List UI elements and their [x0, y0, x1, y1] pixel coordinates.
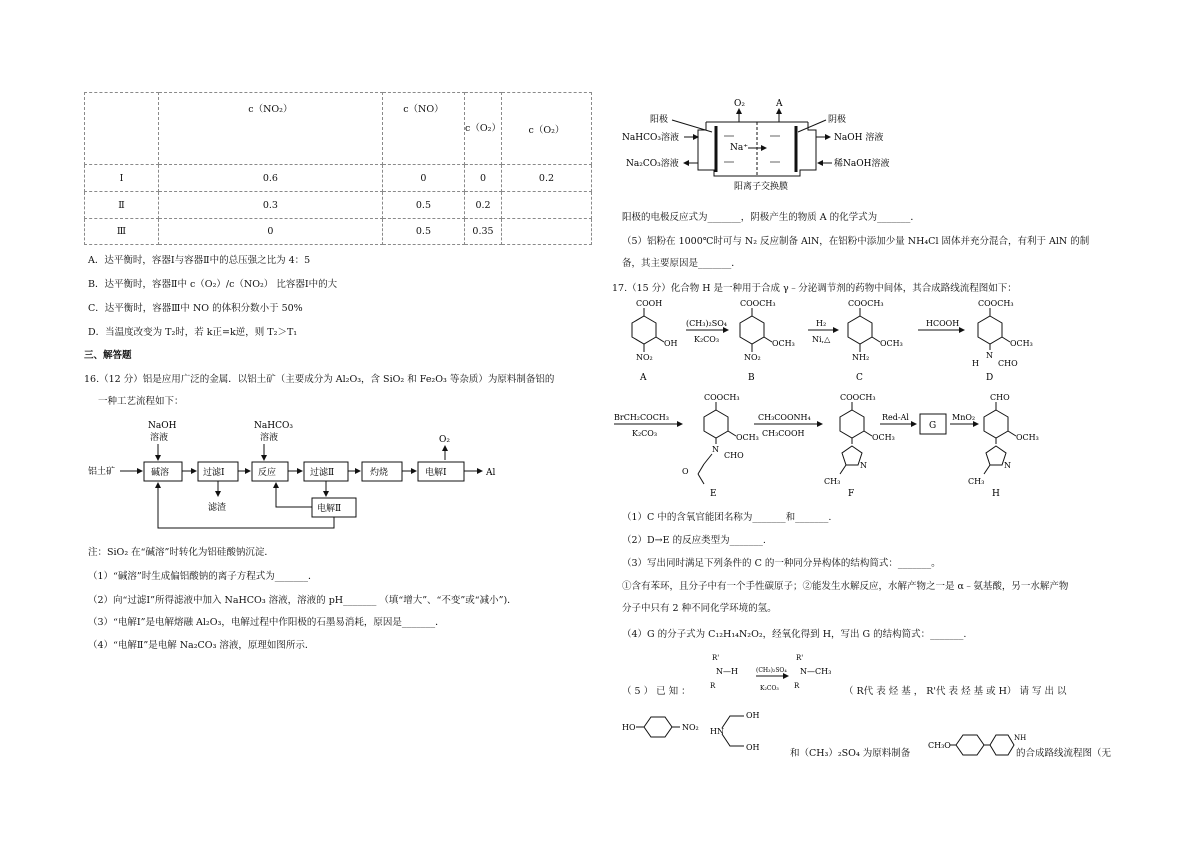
- svg-text:A: A: [640, 373, 647, 383]
- svg-text:OCH₃: OCH₃: [1016, 433, 1039, 442]
- compound-c: [848, 299, 903, 383]
- svg-text:CH₃: CH₃: [824, 477, 841, 486]
- compound-e: [682, 393, 759, 499]
- compound-a: [632, 299, 678, 383]
- table-header-row: [85, 93, 592, 165]
- flow-box-calcine: 灼烧: [370, 468, 389, 478]
- flow-box-electrolysis2: 电解Ⅱ: [317, 504, 342, 514]
- table-row: [85, 192, 592, 219]
- reagent-fg-top: Red-Al: [882, 413, 909, 422]
- table-cell: [501, 219, 591, 245]
- target-product-diagram: [928, 726, 1030, 766]
- q17-part3-conditions: ①含有苯环，且分子中有一个手性碳原子；②能发生水解反应，水解产物之一是 α﹣氨基酸，另一水解产物: [622, 581, 1069, 592]
- flow-output: Al: [486, 468, 496, 478]
- q16-stem-cont: 一种工艺流程如下：: [98, 396, 184, 407]
- q16-part5-cont: 备，其主要原因是_______．: [622, 258, 741, 269]
- cell-cathode-label: 阴极: [828, 115, 847, 125]
- svg-text:R: R: [710, 682, 716, 690]
- table-cell: [501, 192, 591, 219]
- reagent-ab-top: (CH₃)₂SO₄: [686, 319, 727, 328]
- svg-text:OCH₃: OCH₃: [1010, 339, 1033, 348]
- q17-part1: （1）C 中的含氧官能团名称为_______和_______.: [622, 512, 832, 523]
- reagent-bc-bottom: Ni,△: [812, 335, 831, 344]
- q17-part5-note: （ R代 表 烃 基 ， R'代 表 烃 基 或 H） 请 写 出 以: [844, 686, 1067, 697]
- q16-part3: （3）“电解Ⅰ”是电解熔融 Al₂O₃，电解过程中作阳极的石墨易消耗，原因是_______．: [88, 617, 445, 628]
- q16-electrode-question: 阳极的电极反应式为_______，阴极产生的物质 A 的化学式为_______．: [622, 212, 920, 223]
- svg-text:OH: OH: [746, 743, 760, 752]
- table-cell: 0.5: [382, 219, 464, 245]
- flow-naoh-solution: 溶液: [150, 433, 169, 443]
- option-a: A．达平衡时，容器Ⅰ与容器Ⅱ中的总压强之比为 4：5: [88, 255, 311, 266]
- table-row: [85, 165, 592, 192]
- svg-text:B: B: [748, 373, 755, 383]
- svg-text:N: N: [986, 351, 993, 360]
- compound-b: [740, 299, 795, 383]
- flow-residue: 滤渣: [208, 503, 227, 513]
- flow-box-filter1: 过滤Ⅰ: [203, 468, 225, 478]
- svg-text:COOH: COOH: [636, 299, 663, 308]
- reagent-ef-top: CH₃COONH₄: [758, 413, 811, 422]
- compound-g-box: G: [929, 421, 937, 431]
- svg-text:H: H: [992, 489, 1000, 499]
- svg-text:N—H: N—H: [716, 667, 738, 676]
- svg-text:COOCH₃: COOCH₃: [978, 299, 1014, 308]
- svg-text:F: F: [848, 489, 855, 499]
- svg-text:CHO: CHO: [998, 359, 1018, 368]
- table-cell: 0: [465, 165, 502, 192]
- compound-f: [824, 393, 895, 499]
- q17-part3-conditions-cont: 分子中只有 2 种不同化学环境的氢。: [622, 603, 777, 614]
- table-cell: Ⅲ: [85, 219, 159, 245]
- cell-o2: O₂: [734, 99, 745, 109]
- flow-box-reaction: 反应: [258, 468, 277, 478]
- svg-text:COOCH₃: COOCH₃: [848, 299, 884, 308]
- reagent-cd-top: HCOOH: [926, 319, 960, 328]
- table-header-cell: c（O₂）: [465, 93, 502, 165]
- cell-naoh-label: NaOH 溶液: [834, 133, 884, 143]
- flow-naoh: NaOH: [148, 421, 177, 431]
- q17-part5-tail-cont: 的合成路线流程图（无: [1016, 748, 1112, 759]
- known-reaction-diagram: [704, 650, 864, 706]
- reagent-de-bottom: K₂CO₃: [632, 429, 658, 438]
- svg-text:N: N: [860, 461, 867, 470]
- svg-text:E: E: [710, 489, 717, 499]
- svg-text:COOCH₃: COOCH₃: [740, 299, 776, 308]
- svg-text:HN: HN: [710, 727, 724, 736]
- compound-h: [968, 393, 1039, 499]
- flow-nahco3: NaHCO₃: [254, 421, 293, 431]
- flow-input: 铝土矿: [88, 467, 116, 477]
- table-header-cell: c（O₂）: [501, 93, 591, 165]
- flow-box-filter2: 过滤Ⅱ: [310, 468, 335, 478]
- svg-text:K₂CO₃: K₂CO₃: [760, 685, 779, 692]
- cell-na2co3-label: Na₂CO₃溶液: [626, 159, 679, 169]
- svg-text:R': R': [796, 654, 804, 662]
- table-cell: Ⅱ: [85, 192, 159, 219]
- table-cell: 0: [382, 165, 464, 192]
- table-row: [85, 219, 592, 245]
- q17-part5-known: （ 5 ） 已 知 ：: [622, 686, 691, 697]
- option-d: D．当温度改变为 T₂时，若 k正=k逆，则 T₂＞T₁: [88, 327, 298, 338]
- table-cell: 0.35: [465, 219, 502, 245]
- cell-nahco3-label: NaHCO₃溶液: [622, 133, 679, 143]
- svg-text:CHO: CHO: [724, 451, 744, 460]
- table-cell: 0.2: [501, 165, 591, 192]
- q16-part4: （4）“电解Ⅱ”是电解 Na₂CO₃ 溶液，原理如图所示．: [88, 640, 315, 651]
- q16-note: 注：SiO₂ 在“碱溶”时转化为铝硅酸钠沉淀．: [88, 547, 274, 558]
- svg-text:OCH₃: OCH₃: [880, 339, 903, 348]
- svg-text:C: C: [856, 373, 863, 383]
- table-cell: 0.6: [158, 165, 382, 192]
- svg-text:CHO: CHO: [990, 393, 1010, 402]
- table-header-cell: c（NO₂）: [158, 93, 382, 165]
- table-header-cell: [85, 93, 159, 165]
- svg-text:OH: OH: [746, 711, 760, 720]
- svg-text:R: R: [794, 682, 800, 690]
- q16-part2: （2）向“过滤Ⅰ”所得滤液中加入 NaHCO₃ 溶液，溶液的 pH_______ （填“增大”、“不变”或“减小”)．: [88, 595, 517, 606]
- svg-text:O: O: [682, 467, 689, 476]
- svg-text:CH₃: CH₃: [968, 477, 985, 486]
- flow-box-electrolysis1: 电解Ⅰ: [425, 468, 447, 478]
- reagent-bc-top: H₂: [816, 319, 827, 328]
- reagent-ef-bottom: CH₃COOH: [762, 429, 805, 438]
- cell-sodium-ion: Na⁺: [730, 143, 748, 153]
- q17-part4: （4）G 的分子式为 C₁₂H₁₄N₂O₂，经氧化得到 H，写出 G 的结构简式：_______.: [622, 629, 967, 640]
- svg-text:R': R': [712, 654, 720, 662]
- equilibrium-table: [84, 92, 592, 245]
- table-cell: 0.3: [158, 192, 382, 219]
- svg-text:N—CH₃: N—CH₃: [800, 667, 832, 676]
- compound-d: [972, 299, 1033, 383]
- svg-text:NO₂: NO₂: [744, 353, 761, 362]
- table-cell: 0.5: [382, 192, 464, 219]
- synthesis-route-diagram: [612, 296, 1112, 502]
- svg-text:CH₃O: CH₃O: [928, 741, 951, 750]
- svg-text:D: D: [986, 373, 994, 383]
- table-cell: 0.2: [465, 192, 502, 219]
- table-cell: Ⅰ: [85, 165, 159, 192]
- svg-text:(CH₃)₂SO₄: (CH₃)₂SO₄: [756, 667, 787, 674]
- reagent-de-top: BrCH₂COCH₃: [614, 413, 669, 422]
- reagent-gh-top: MnO₂: [952, 413, 976, 422]
- q17-stem: 17.（15 分）化合物 H 是一种用于合成 γ﹣分泌调节剂的药物中间体，其合成路线流程图如下：: [612, 283, 1017, 294]
- table-cell: 0: [158, 219, 382, 245]
- svg-text:N: N: [1004, 461, 1011, 470]
- q17-part3: （3）写出同时满足下列条件的 C 的一种同分异构体的结构简式：_______。: [622, 558, 941, 569]
- svg-text:COOCH₃: COOCH₃: [704, 393, 740, 402]
- q16-stem: 16.（12 分）铝是应用广泛的金属．以铝土矿（主要成分为 Al₂O₃，含 SiO₂ 和 Fe₂O₃ 等杂质）为原料制备铝的: [84, 374, 555, 385]
- svg-text:N: N: [712, 445, 719, 454]
- electrolysis-cell-diagram: [620, 92, 910, 192]
- flow-o2: O₂: [439, 435, 450, 445]
- table-header-cell: c（NO）: [382, 93, 464, 165]
- flow-nahco3-solution: 溶液: [260, 433, 279, 443]
- svg-text:OH: OH: [664, 339, 678, 348]
- svg-text:H: H: [972, 359, 979, 368]
- q17-part5-tail: 和（CH₃）₂SO₄ 为原料制备: [790, 748, 911, 759]
- cell-anode-label: 阳极: [650, 115, 669, 125]
- cell-dilute-naoh-label: 稀NaOH溶液: [834, 159, 890, 169]
- q17-part2: （2）D→E 的反应类型为_______.: [622, 535, 766, 546]
- svg-text:OCH₃: OCH₃: [736, 433, 759, 442]
- svg-text:OCH₃: OCH₃: [772, 339, 795, 348]
- q16-part5: （5）铝粉在 1000℃时可与 N₂ 反应制备 AlN，在铝粉中添加少量 NH₄Cl 固体并充分混合，有利于 AlN 的制: [622, 236, 1090, 247]
- svg-text:NO₂: NO₂: [682, 723, 699, 732]
- svg-text:NH: NH: [1014, 734, 1027, 742]
- option-c: C．达平衡时，容器Ⅲ中 NO 的体积分数小于 50%: [88, 303, 303, 314]
- svg-text:HO: HO: [622, 723, 636, 732]
- q16-part1: （1）“碱溶”时生成偏铝酸钠的离子方程式为_______．: [88, 571, 318, 582]
- process-flow-diagram: [84, 414, 504, 536]
- reagent-ab-bottom: K₂CO₃: [694, 335, 720, 344]
- section-title: 三、解答题: [84, 350, 132, 361]
- svg-text:COOCH₃: COOCH₃: [840, 393, 876, 402]
- option-b: B．达平衡时，容器Ⅱ中 c（O₂）/c（NO₂） 比容器Ⅰ中的大: [88, 279, 338, 290]
- svg-text:NO₂: NO₂: [636, 353, 653, 362]
- cell-membrane-label: 阳离子交换膜: [734, 182, 789, 192]
- svg-text:OCH₃: OCH₃: [872, 433, 895, 442]
- svg-text:NH₂: NH₂: [852, 353, 870, 362]
- cell-a: A: [776, 99, 783, 109]
- flow-box-alkali: 碱溶: [151, 468, 170, 478]
